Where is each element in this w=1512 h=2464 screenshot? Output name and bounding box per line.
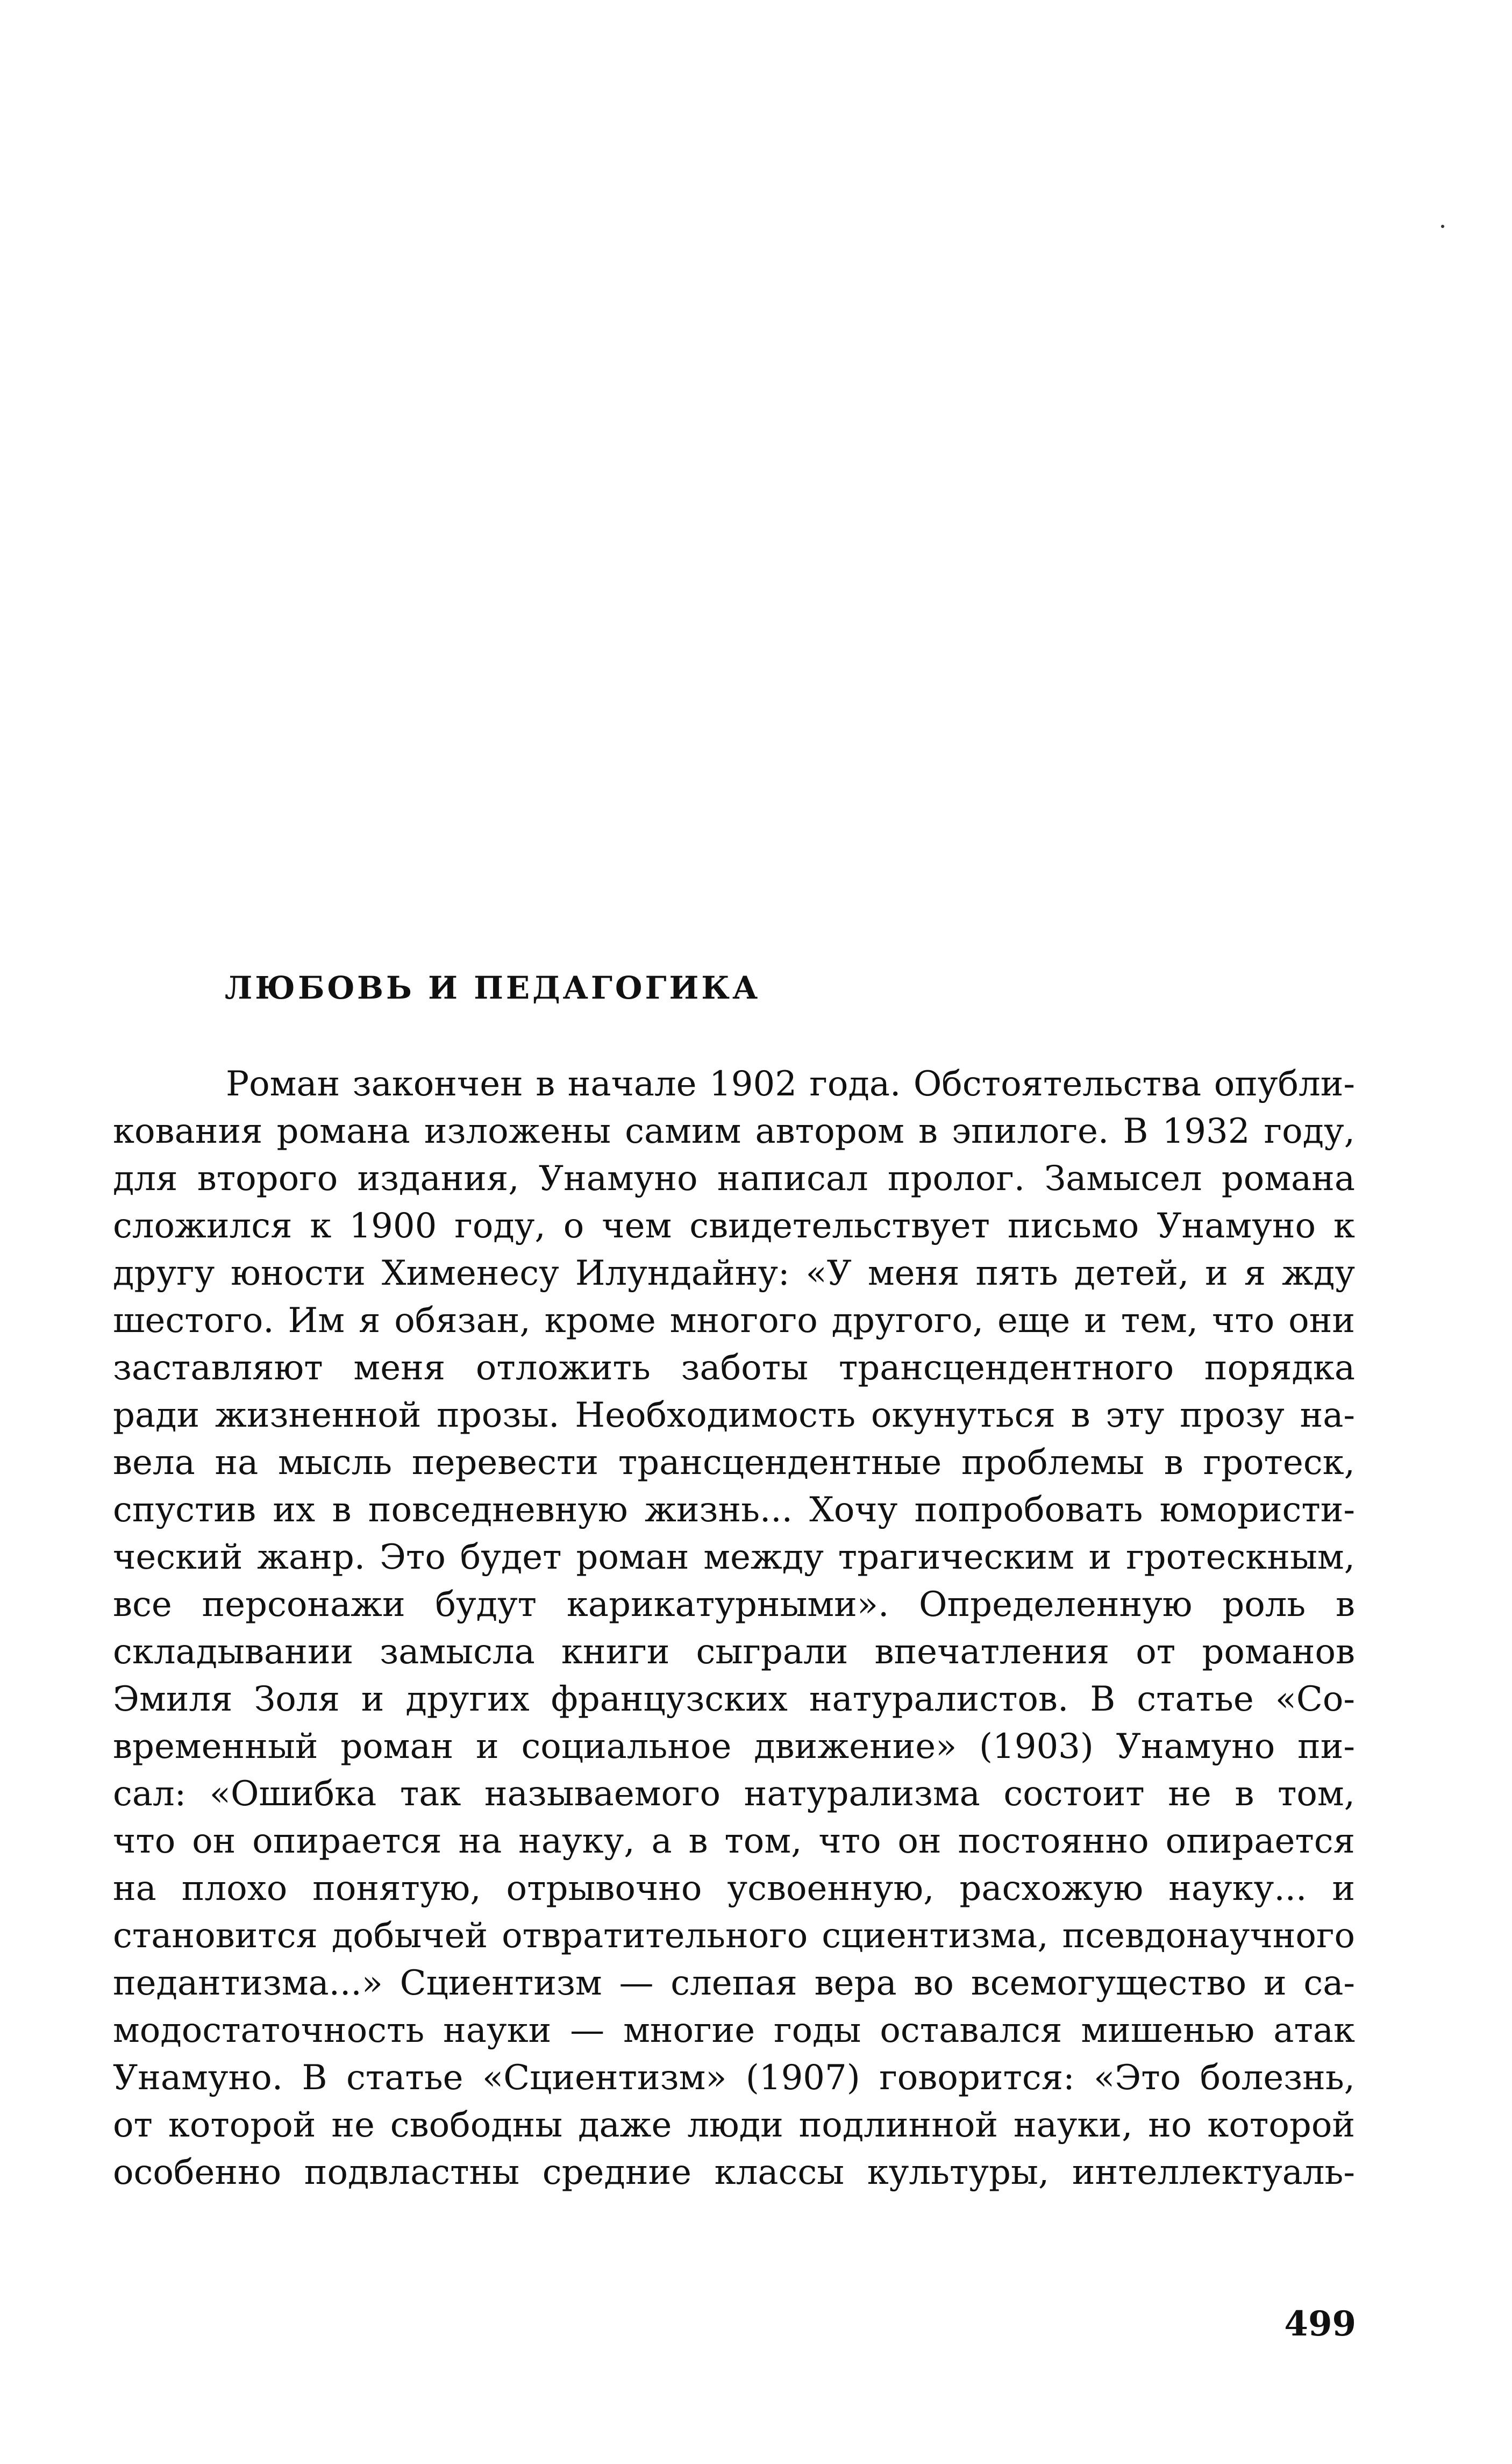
page-number: 499 [1284, 2304, 1356, 2344]
text-line: что он опирается на науку, а в том, что он постоянно опирается [113, 1821, 1355, 1861]
print-speck [1441, 225, 1444, 228]
text-line: другу юности Хименесу Илундайну: «У меня пять детей, и я жду [113, 1254, 1355, 1293]
text-line: заставляют меня отложить заботы трансцендентного порядка [113, 1348, 1355, 1388]
chapter-heading: ЛЮБОВЬ И ПЕДАГОГИКА [225, 970, 761, 1006]
text-line: Унамуно. В статье «Сциентизм» (1907) говорится: «Это болезнь, [113, 2058, 1355, 2098]
text-line: ради жизненной прозы. Необходимость окунуться в эту прозу на- [113, 1395, 1355, 1435]
text-line: спустив их в повседневную жизнь... Хочу попробовать юмористи- [113, 1490, 1355, 1530]
text-line: от которой не свободны даже люди подлинной науки, но которой [113, 2105, 1355, 2145]
text-line: сал: «Ошибка так называемого натурализма состоит не в том, [113, 1774, 1355, 1814]
text-line: складывании замысла книги сыграли впечатления от романов [113, 1632, 1355, 1672]
text-line: становится добычей отвратительного сциентизма, псевдонаучного [113, 1916, 1355, 1956]
text-line: ческий жанр. Это будет роман между трагическим и гротескным, [113, 1537, 1355, 1577]
body-paragraph [113, 1060, 1355, 2196]
text-line: шестого. Им я обязан, кроме многого другого, еще и тем, что они [113, 1301, 1355, 1341]
text-line: особенно подвластны средние классы культуры, интеллектуаль- [113, 2153, 1355, 2192]
text-line: педантизма...» Сциентизм — слепая вера во всемогущество и са- [113, 1963, 1355, 2003]
text-line: сложился к 1900 году, о чем свидетельствует письмо Унамуно к [113, 1206, 1355, 1246]
text-line: Роман закончен в начале 1902 года. Обстоятельства опубли- [226, 1064, 1355, 1104]
text-line: временный роман и социальное движение» (1903) Унамуно пи- [113, 1727, 1355, 1767]
text-line: Эмиля Золя и других французских натуралистов. В статье «Со- [113, 1679, 1355, 1719]
text-line: вела на мысль перевести трансцендентные проблемы в гротеск, [113, 1443, 1355, 1483]
text-line: модостаточность науки — многие годы оставался мишенью атак [113, 2011, 1355, 2050]
text-line: на плохо понятую, отрывочно усвоенную, расхожую науку... и [113, 1869, 1355, 1908]
text-line: для второго издания, Унамуно написал пролог. Замысел романа [113, 1159, 1355, 1199]
text-line: кования романа изложены самим автором в эпилоге. В 1932 году, [113, 1112, 1355, 1151]
text-line: все персонажи будут карикатурными». Определенную роль в [113, 1585, 1355, 1625]
